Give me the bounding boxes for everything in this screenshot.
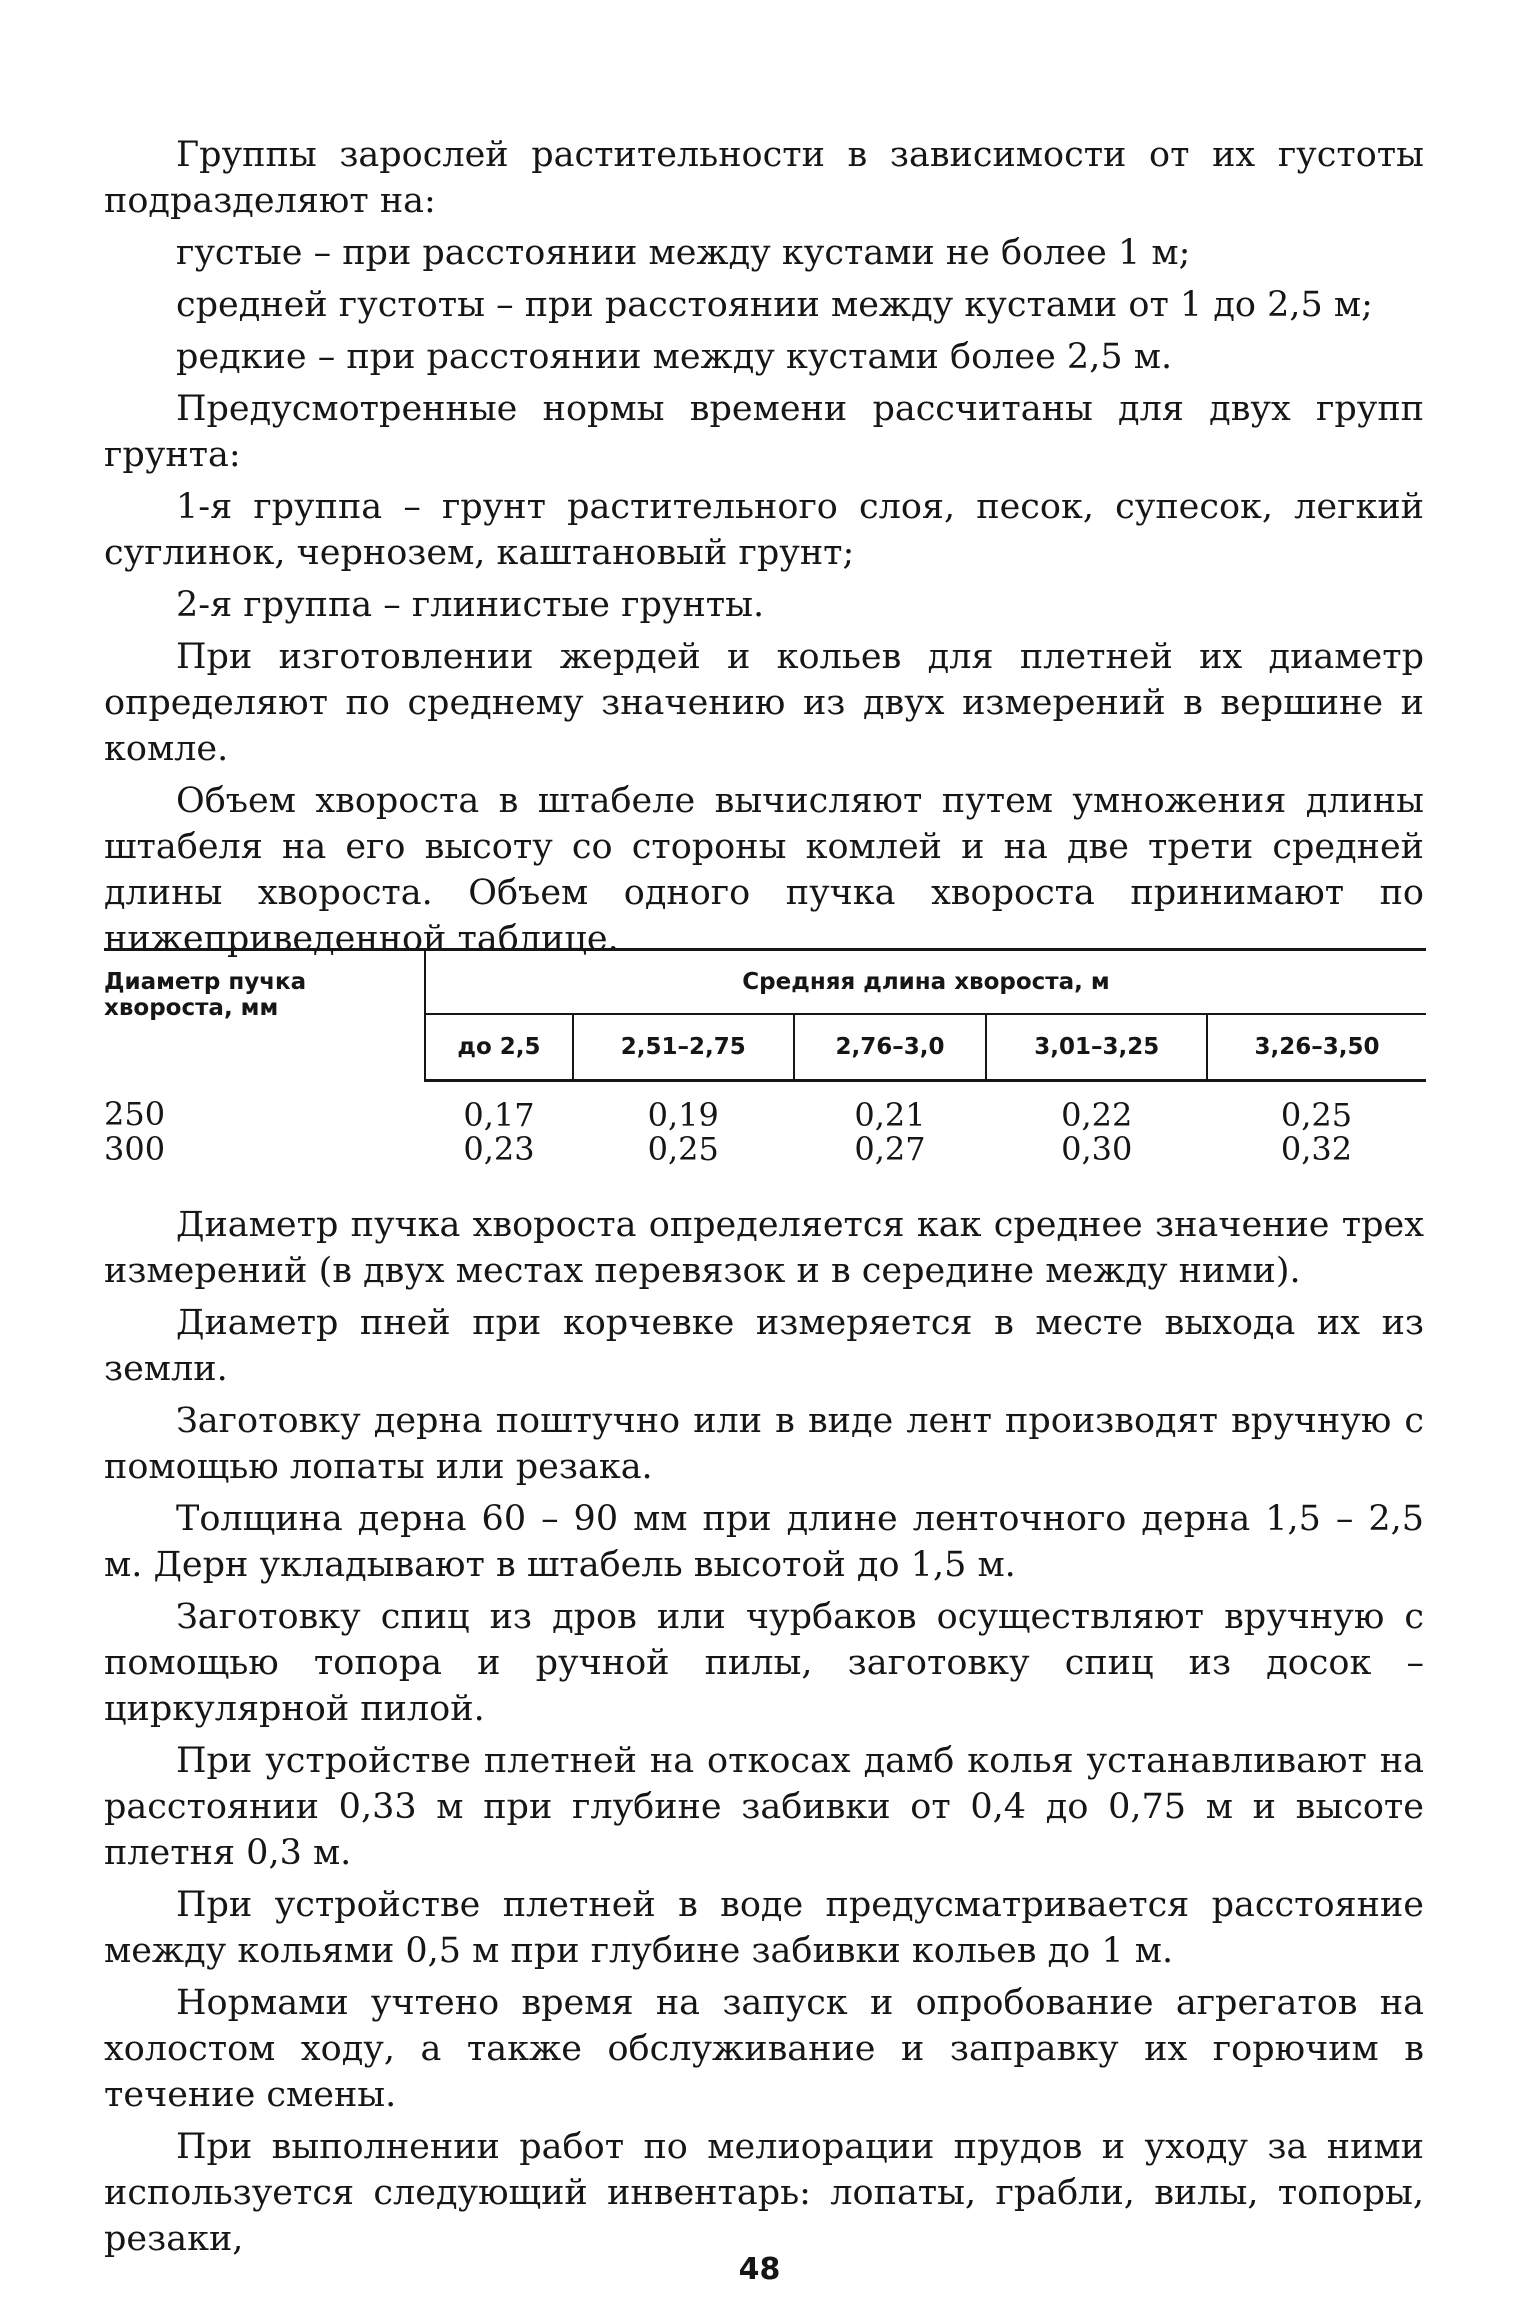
paragraph: средней густоты – при расстоянии между кустами от 1 до 2,5 м; — [176, 285, 1373, 325]
table-row — [104, 1132, 1426, 1166]
length-column-header: 2,51–2,75 — [573, 1014, 794, 1081]
length-column-header: 3,01–3,25 — [986, 1014, 1207, 1081]
paragraph: Нормами учтено время на запуск и опробование агрегатов на холостом ходу, а также обслуживание и заправку их горючим в течение смены. — [104, 1983, 1424, 2115]
volume-cell: 0,22 — [1061, 1096, 1133, 1134]
volume-cell: 0,23 — [463, 1130, 535, 1168]
paragraph: Заготовку дерна поштучно или в виде лент производят вручную с помощью лопаты или резака. — [104, 1401, 1424, 1487]
paragraph: При устройстве плетней в воде предусматривается расстояние между кольями 0,5 м при глубине забивки кольев до 1 м. — [104, 1885, 1424, 1971]
length-column-header: 3,26–3,50 — [1207, 1014, 1426, 1081]
diameter-cell: 300 — [104, 1130, 166, 1168]
volume-cell: 0,25 — [647, 1130, 719, 1168]
paragraph: Диаметр пучка хвороста определяется как среднее значение трех измерений (в двух местах перевязок и в середине между ними). — [104, 1205, 1424, 1291]
paragraph: Предусмотренные нормы времени рассчитаны для двух групп грунта: — [104, 389, 1424, 475]
length-column-group-header: Средняя длина хвороста, м — [425, 950, 1426, 1015]
paragraph: 1-я группа – грунт растительного слоя, песок, супесок, легкий суглинок, чернозем, каштановый грунт; — [104, 487, 1424, 573]
text-block-bottom — [104, 1202, 1424, 2262]
paragraph: При изготовлении жердей и кольев для плетней их диаметр определяют по среднему значению из двух измерений в вершине и комле. — [104, 637, 1424, 769]
paragraph: редкие – при расстоянии между кустами более 2,5 м. — [176, 337, 1173, 377]
volume-cell: 0,21 — [854, 1096, 926, 1134]
paragraph: Диаметр пней при корчевке измеряется в месте выхода их из земли. — [104, 1303, 1424, 1389]
paragraph: 2-я группа – глинистые грунты. — [176, 585, 765, 625]
paragraph: При устройстве плетней на откосах дамб колья устанавливают на расстоянии 0,33 м при глубине забивки от 0,4 до 0,75 м и высоте плетня 0,3 м. — [104, 1741, 1424, 1873]
brushwood-volume-table — [104, 948, 1426, 1166]
paragraph: Толщина дерна 60 – 90 мм при длине ленточного дерна 1,5 – 2,5 м. Дерн укладывают в штабель высотой до 1,5 м. — [104, 1499, 1424, 1585]
diameter-column-header: Диаметр пучка хвороста, мм — [104, 950, 425, 1081]
volume-cell: 0,32 — [1280, 1130, 1353, 1168]
paragraph: густые – при расстоянии между кустами не более 1 м; — [176, 233, 1191, 273]
paragraph: Заготовку спиц из дров или чурбаков осуществляют вручную с помощью топора и ручной пилы, заготовку спиц из досок – циркулярной пилой. — [104, 1597, 1424, 1729]
volume-cell: 0,30 — [1061, 1130, 1133, 1168]
volume-cell: 0,25 — [1280, 1096, 1353, 1134]
length-column-header: 2,76–3,0 — [794, 1014, 987, 1081]
paragraph: Объем хвороста в штабеле вычисляют путем умножения длины штабеля на его высоту со стороны комлей и на две трети средней длины хвороста. Объем одного пучка хвороста принимают по нижеприведенной таблице. — [104, 781, 1424, 959]
diameter-cell: 250 — [104, 1095, 166, 1134]
text-block-top — [104, 132, 1424, 962]
length-column-header: до 2,5 — [425, 1014, 573, 1081]
paragraph: Группы зарослей растительности в зависимости от их густоты подразделяют на: — [104, 135, 1424, 221]
page-number: 48 — [738, 2252, 781, 2287]
table-row — [104, 1081, 1426, 1133]
paragraph: При выполнении работ по мелиорации прудов и уходу за ними используется следующий инвентарь: лопаты, грабли, вилы, топоры, резаки, — [104, 2127, 1424, 2259]
volume-cell: 0,27 — [854, 1130, 926, 1168]
volume-cell: 0,19 — [647, 1096, 719, 1134]
volume-cell: 0,17 — [463, 1096, 535, 1134]
